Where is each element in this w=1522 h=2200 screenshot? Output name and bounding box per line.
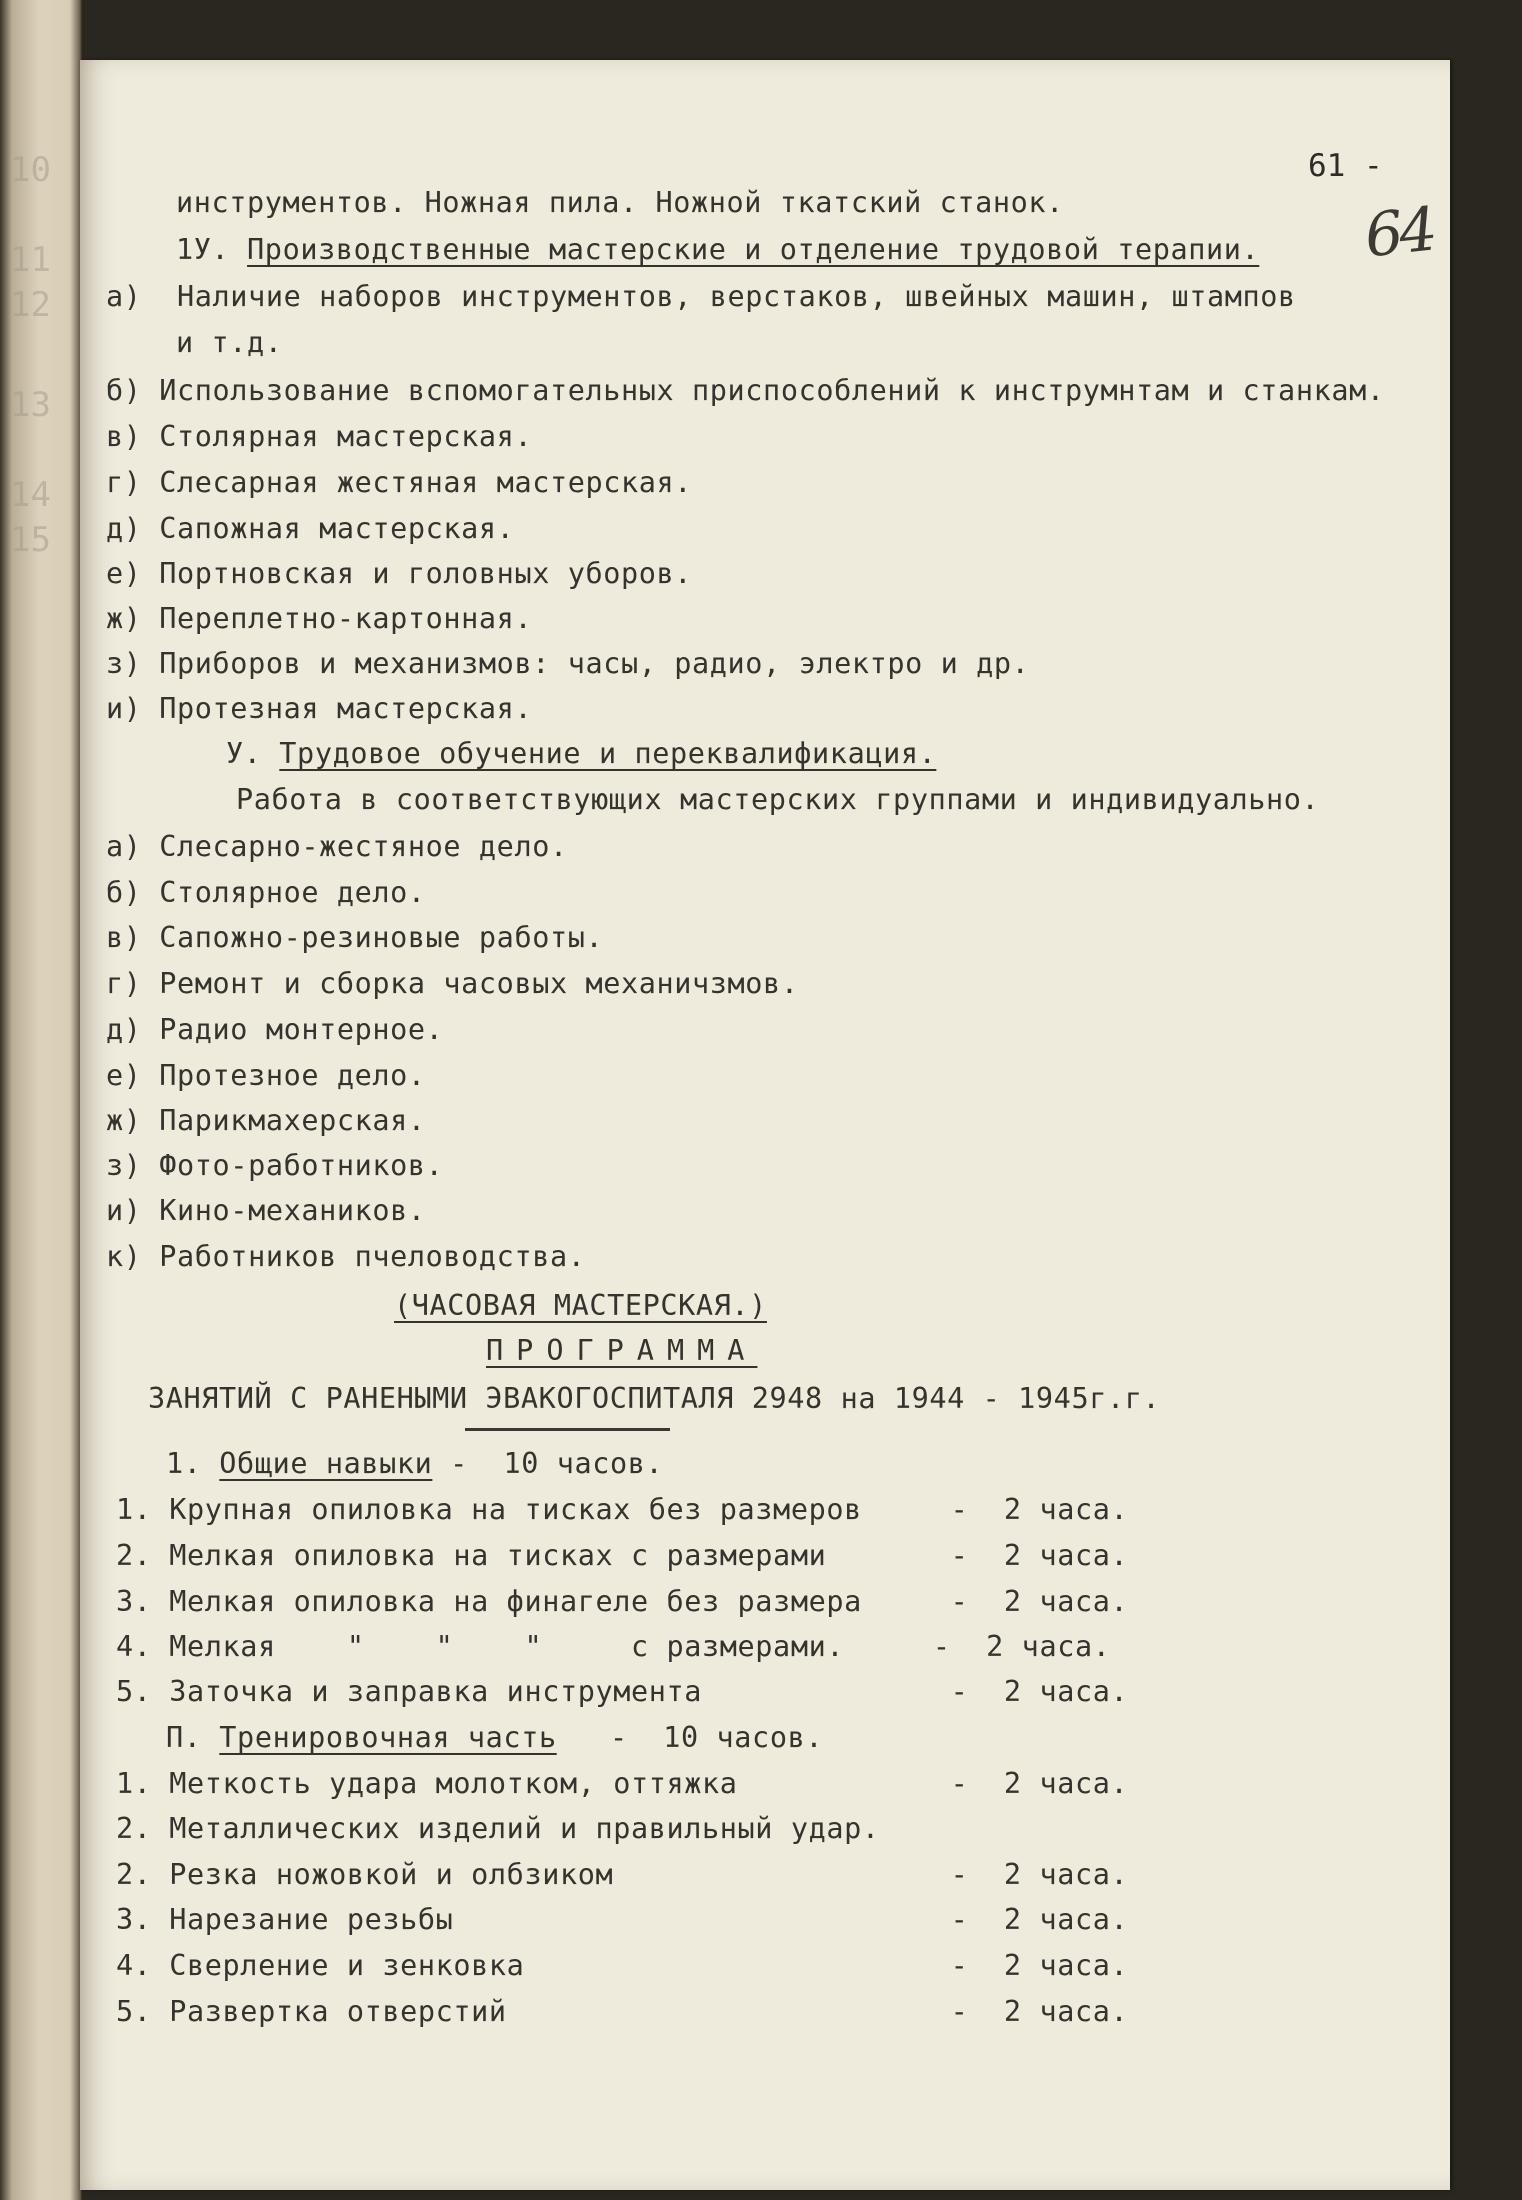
program-item: 4. Сверление и зенковка - 2 часа. [116,1949,1129,1982]
program-item: 3. Нарезание резьбы - 2 часа. [116,1903,1129,1936]
list-item: в) Столярная мастерская. [106,420,533,453]
subsection-title: Тренировочная часть [219,1721,557,1754]
list-item: д) Радио монтерное. [106,1013,444,1046]
program-subtitle: ЗАНЯТИЙ С РАНЕНЫМИ ЭВАКОГОСПИТАЛЯ 2948 на 1944 - 1945г.г. [148,1382,1161,1415]
program-item: 2. Мелкая опиловка на тисках с размерами - 2 часа. [116,1539,1129,1572]
subsection-heading-1 [166,1447,663,1480]
program-item: 2. Резка ножовкой и олбзиком - 2 часа. [116,1858,1129,1891]
program-item: 2. Металлических изделий и правильный удар. [116,1812,880,1845]
list-item: г) Слесарная жестяная мастерская. [106,466,693,499]
list-item: а) Наличие наборов инструментов, верстаков, швейных машин, штампов [106,280,1296,313]
list-item: и) Протезная мастерская. [106,692,533,725]
program-item: 1. Крупная опиловка на тисках без размеров - 2 часа. [116,1493,1129,1526]
list-item: и) Кино-механиков. [106,1194,426,1227]
prev-page-number: 15 [10,520,51,560]
section-number: 1У. [176,233,230,266]
list-item: з) Приборов и механизмов: часы, радио, электро и др. [106,647,1030,680]
subsection-number: П. [166,1721,202,1754]
program-item: 1. Меткость удара молотком, оттяжка - 2 часа. [116,1767,1129,1800]
list-item: в) Сапожно-резиновые работы. [106,921,604,954]
program-item: 5. Заточка и заправка инструмента - 2 часа. [116,1675,1129,1708]
text-line: инструментов. Ножная пила. Ножной ткатский станок. [176,186,1064,219]
list-item: е) Протезное дело. [106,1059,426,1092]
program-item: 4. Мелкая " " " с размерами. - 2 часа. [116,1630,1111,1663]
list-item: б) Столярное дело. [106,876,426,909]
list-item: ж) Переплетно-картонная. [106,602,533,635]
section-title: Производственные мастерские и отделение трудовой терапии. [247,233,1260,266]
previous-page-edge [0,0,82,2200]
section-number: У. [226,737,262,770]
program-item: 5. Развертка отверстий - 2 часа. [116,1995,1129,2028]
list-item: е) Портновская и головных уборов. [106,557,693,590]
list-item: к) Работников пчеловодства. [106,1240,586,1273]
program-item: 3. Мелкая опиловка на финагеле без размера - 2 часа. [116,1585,1129,1618]
section-heading-v [226,737,936,770]
prev-page-number: 12 [10,285,51,325]
list-item: б) Использование вспомогательных приспособлений к инструмнтам и станкам. [106,374,1385,407]
list-item: ж) Парикмахерская. [106,1104,426,1137]
list-item: д) Сапожная мастерская. [106,512,515,545]
section-title: Трудовое обучение и переквалификация. [279,737,937,770]
program-title: ПРОГРАММА [486,1334,758,1367]
subsection-heading-2 [166,1721,823,1754]
section-heading-iv [176,233,1259,266]
prev-page-number: 11 [10,240,51,280]
subsection-title: Общие навыки [219,1447,433,1480]
prev-page-number: 10 [10,150,51,190]
list-item: г) Ремонт и сборка часовых механичзмов. [106,967,799,1000]
prev-page-number: 13 [10,385,51,425]
text-line: и т.д. [176,326,283,359]
title-rule [465,1428,670,1431]
subsection-number: 1. [166,1447,202,1480]
page-number: 61 - [1308,148,1383,184]
list-item: з) Фото-работников. [106,1149,444,1182]
workshop-title: (ЧАСОВАЯ МАСТЕРСКАЯ.) [394,1289,767,1322]
prev-page-number: 14 [10,475,51,515]
list-item: а) Слесарно-жестяное дело. [106,830,568,863]
document-page [80,60,1450,2190]
subsection-hours: - 10 часов. [556,1721,824,1754]
text-line: Работа в соответствующих мастерских группами и индивидуально. [236,783,1320,816]
subsection-hours: - 10 часов. [432,1447,664,1480]
handwritten-archive-number: 64 [1361,194,1437,272]
